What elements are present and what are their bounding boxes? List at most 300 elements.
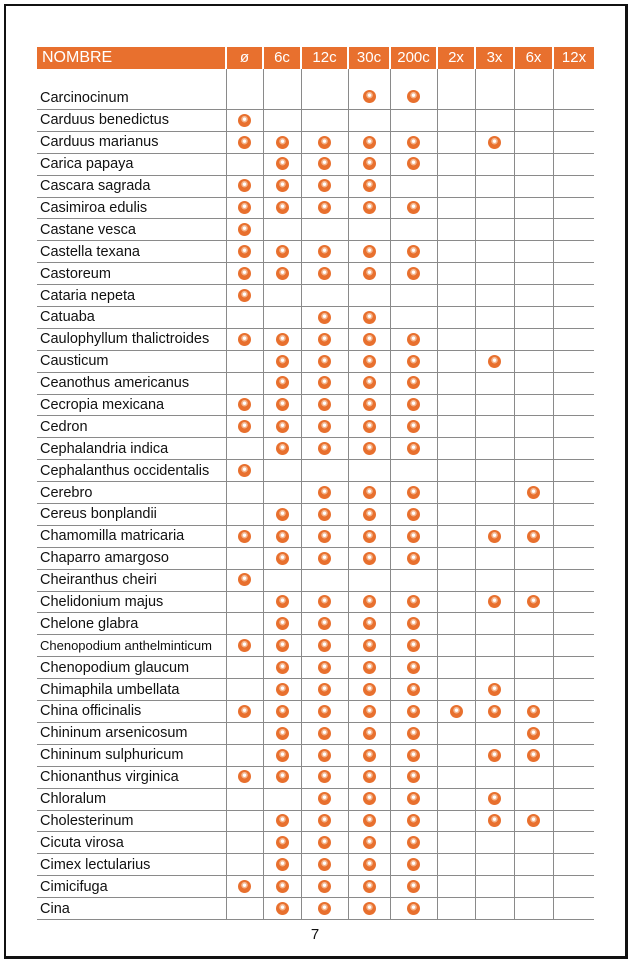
potency-cell-ø bbox=[226, 307, 263, 329]
potency-cell-12c bbox=[301, 679, 348, 701]
potency-cell-2x bbox=[437, 525, 475, 547]
column-header-12c: 12c bbox=[301, 47, 348, 69]
orange-dot-icon bbox=[363, 749, 376, 762]
column-header-mother-tincture: ø bbox=[226, 47, 263, 69]
potency-cell-3x bbox=[475, 372, 514, 394]
potency-cell-ø bbox=[226, 766, 263, 788]
potency-cell-6c bbox=[263, 263, 301, 285]
potency-cell-ø bbox=[226, 69, 263, 110]
table-row bbox=[37, 372, 594, 394]
orange-dot-icon bbox=[363, 683, 376, 696]
potency-cell-6x bbox=[514, 701, 553, 723]
potency-cell-6c bbox=[263, 438, 301, 460]
potency-cell-6x bbox=[514, 482, 553, 504]
potency-cell-2x bbox=[437, 854, 475, 876]
potency-cell-6c bbox=[263, 810, 301, 832]
potency-cell-3x bbox=[475, 657, 514, 679]
orange-dot-icon bbox=[276, 661, 289, 674]
potency-cell-30c bbox=[348, 722, 390, 744]
potency-cell-12x bbox=[553, 482, 594, 504]
table-row bbox=[37, 876, 594, 898]
orange-dot-icon bbox=[238, 464, 251, 477]
potency-cell-6c bbox=[263, 504, 301, 526]
orange-dot-icon bbox=[363, 727, 376, 740]
potency-cell-30c bbox=[348, 131, 390, 153]
remedy-name: Ceanothus americanus bbox=[37, 372, 226, 394]
orange-dot-icon bbox=[527, 530, 540, 543]
orange-dot-icon bbox=[407, 420, 420, 433]
table-row bbox=[37, 285, 594, 307]
potency-cell-12x bbox=[553, 766, 594, 788]
potency-cell-12x bbox=[553, 591, 594, 613]
orange-dot-icon bbox=[363, 486, 376, 499]
potency-cell-12c bbox=[301, 547, 348, 569]
orange-dot-icon bbox=[238, 114, 251, 127]
orange-dot-icon bbox=[363, 442, 376, 455]
potency-cell-3x bbox=[475, 547, 514, 569]
orange-dot-icon bbox=[318, 530, 331, 543]
orange-dot-icon bbox=[238, 136, 251, 149]
orange-dot-icon bbox=[407, 617, 420, 630]
potency-cell-ø bbox=[226, 328, 263, 350]
potency-cell-6x bbox=[514, 657, 553, 679]
remedy-name: Cephalanthus occidentalis bbox=[37, 460, 226, 482]
potency-cell-30c bbox=[348, 854, 390, 876]
orange-dot-icon bbox=[363, 267, 376, 280]
orange-dot-icon bbox=[363, 595, 376, 608]
remedy-name: Castoreum bbox=[37, 263, 226, 285]
orange-dot-icon bbox=[363, 902, 376, 915]
orange-dot-icon bbox=[407, 639, 420, 652]
potency-cell-6c bbox=[263, 722, 301, 744]
potency-cell-3x bbox=[475, 153, 514, 175]
orange-dot-icon bbox=[238, 420, 251, 433]
potency-cell-30c bbox=[348, 876, 390, 898]
remedy-name: Chenopodium anthelminticum bbox=[37, 635, 226, 657]
table-row bbox=[37, 175, 594, 197]
table-row bbox=[37, 307, 594, 329]
potency-cell-30c bbox=[348, 219, 390, 241]
potency-cell-30c bbox=[348, 744, 390, 766]
potency-cell-3x bbox=[475, 635, 514, 657]
orange-dot-icon bbox=[363, 705, 376, 718]
orange-dot-icon bbox=[488, 814, 501, 827]
orange-dot-icon bbox=[238, 639, 251, 652]
remedy-name: Chininum arsenicosum bbox=[37, 722, 226, 744]
remedy-name: Chimaphila umbellata bbox=[37, 679, 226, 701]
potency-cell-3x bbox=[475, 350, 514, 372]
potency-cell-6c bbox=[263, 350, 301, 372]
remedy-name: Chionanthus virginica bbox=[37, 766, 226, 788]
remedy-name: Cina bbox=[37, 898, 226, 920]
potency-cell-30c bbox=[348, 372, 390, 394]
orange-dot-icon bbox=[363, 814, 376, 827]
potency-cell-30c bbox=[348, 766, 390, 788]
potency-cell-6x bbox=[514, 854, 553, 876]
potency-cell-6c bbox=[263, 657, 301, 679]
potency-cell-2x bbox=[437, 372, 475, 394]
potency-cell-30c bbox=[348, 328, 390, 350]
orange-dot-icon bbox=[363, 880, 376, 893]
potency-cell-12x bbox=[553, 110, 594, 132]
potency-cell-ø bbox=[226, 219, 263, 241]
potency-cell-200c bbox=[390, 197, 437, 219]
table-row bbox=[37, 504, 594, 526]
potency-cell-2x bbox=[437, 197, 475, 219]
potency-cell-30c bbox=[348, 635, 390, 657]
orange-dot-icon bbox=[407, 902, 420, 915]
potency-cell-12c bbox=[301, 416, 348, 438]
potency-cell-12c bbox=[301, 876, 348, 898]
potency-cell-2x bbox=[437, 569, 475, 591]
orange-dot-icon bbox=[318, 398, 331, 411]
orange-dot-icon bbox=[318, 552, 331, 565]
potency-cell-12x bbox=[553, 810, 594, 832]
potency-cell-12x bbox=[553, 744, 594, 766]
potency-cell-30c bbox=[348, 285, 390, 307]
potency-cell-6x bbox=[514, 438, 553, 460]
potency-cell-ø bbox=[226, 832, 263, 854]
orange-dot-icon bbox=[238, 333, 251, 346]
potency-cell-2x bbox=[437, 219, 475, 241]
potency-cell-200c bbox=[390, 438, 437, 460]
remedy-name: Cholesterinum bbox=[37, 810, 226, 832]
orange-dot-icon bbox=[488, 355, 501, 368]
potency-cell-6c bbox=[263, 460, 301, 482]
table-header-row bbox=[37, 47, 594, 69]
potency-cell-6c bbox=[263, 766, 301, 788]
potency-cell-200c bbox=[390, 591, 437, 613]
potency-cell-6c bbox=[263, 832, 301, 854]
potency-cell-30c bbox=[348, 394, 390, 416]
potency-cell-12c bbox=[301, 854, 348, 876]
potency-cell-30c bbox=[348, 241, 390, 263]
remedy-name: Castella texana bbox=[37, 241, 226, 263]
remedy-name: Cimex lectularius bbox=[37, 854, 226, 876]
table-row bbox=[37, 613, 594, 635]
orange-dot-icon bbox=[318, 245, 331, 258]
table-row bbox=[37, 438, 594, 460]
potency-cell-ø bbox=[226, 131, 263, 153]
orange-dot-icon bbox=[318, 705, 331, 718]
potency-cell-200c bbox=[390, 153, 437, 175]
potency-cell-2x bbox=[437, 153, 475, 175]
orange-dot-icon bbox=[276, 727, 289, 740]
remedy-name: Cephalandria indica bbox=[37, 438, 226, 460]
orange-dot-icon bbox=[276, 770, 289, 783]
potency-cell-200c bbox=[390, 657, 437, 679]
orange-dot-icon bbox=[527, 749, 540, 762]
potency-cell-2x bbox=[437, 898, 475, 920]
orange-dot-icon bbox=[363, 552, 376, 565]
potency-cell-6x bbox=[514, 832, 553, 854]
orange-dot-icon bbox=[276, 420, 289, 433]
potency-cell-12x bbox=[553, 788, 594, 810]
potency-cell-12x bbox=[553, 460, 594, 482]
orange-dot-icon bbox=[488, 705, 501, 718]
table-row bbox=[37, 832, 594, 854]
table-row bbox=[37, 482, 594, 504]
orange-dot-icon bbox=[276, 552, 289, 565]
potency-cell-30c bbox=[348, 547, 390, 569]
potency-cell-12x bbox=[553, 635, 594, 657]
potency-cell-12x bbox=[553, 241, 594, 263]
orange-dot-icon bbox=[318, 749, 331, 762]
potency-cell-2x bbox=[437, 744, 475, 766]
orange-dot-icon bbox=[276, 267, 289, 280]
potency-cell-12c bbox=[301, 635, 348, 657]
potency-cell-ø bbox=[226, 701, 263, 723]
orange-dot-icon bbox=[276, 245, 289, 258]
potency-cell-6x bbox=[514, 219, 553, 241]
orange-dot-icon bbox=[318, 902, 331, 915]
potency-cell-30c bbox=[348, 460, 390, 482]
potency-cell-12c bbox=[301, 591, 348, 613]
remedy-name: Causticum bbox=[37, 350, 226, 372]
potency-cell-6x bbox=[514, 131, 553, 153]
potency-cell-12c bbox=[301, 613, 348, 635]
potency-cell-3x bbox=[475, 876, 514, 898]
remedy-name: Carduus marianus bbox=[37, 131, 226, 153]
potency-cell-6c bbox=[263, 569, 301, 591]
potency-cell-3x bbox=[475, 591, 514, 613]
potency-cell-2x bbox=[437, 788, 475, 810]
potency-cell-200c bbox=[390, 350, 437, 372]
potency-cell-ø bbox=[226, 394, 263, 416]
potency-cell-6x bbox=[514, 153, 553, 175]
column-header-3x: 3x bbox=[475, 47, 514, 69]
orange-dot-icon bbox=[407, 836, 420, 849]
orange-dot-icon bbox=[407, 814, 420, 827]
table-row bbox=[37, 547, 594, 569]
potency-cell-ø bbox=[226, 810, 263, 832]
potency-cell-6c bbox=[263, 131, 301, 153]
potency-cell-12x bbox=[553, 131, 594, 153]
potency-cell-12x bbox=[553, 197, 594, 219]
orange-dot-icon bbox=[318, 639, 331, 652]
orange-dot-icon bbox=[407, 90, 420, 103]
orange-dot-icon bbox=[407, 508, 420, 521]
potency-cell-6x bbox=[514, 766, 553, 788]
potency-cell-6x bbox=[514, 810, 553, 832]
potency-cell-ø bbox=[226, 197, 263, 219]
orange-dot-icon bbox=[238, 245, 251, 258]
potency-cell-6c bbox=[263, 394, 301, 416]
potency-cell-200c bbox=[390, 832, 437, 854]
orange-dot-icon bbox=[276, 683, 289, 696]
orange-dot-icon bbox=[407, 770, 420, 783]
orange-dot-icon bbox=[318, 179, 331, 192]
potency-cell-6x bbox=[514, 679, 553, 701]
potency-cell-200c bbox=[390, 394, 437, 416]
remedy-name: Cheiranthus cheiri bbox=[37, 569, 226, 591]
orange-dot-icon bbox=[363, 333, 376, 346]
table-row bbox=[37, 110, 594, 132]
orange-dot-icon bbox=[318, 267, 331, 280]
potency-cell-3x bbox=[475, 416, 514, 438]
orange-dot-icon bbox=[276, 858, 289, 871]
remedy-name: Chelidonium majus bbox=[37, 591, 226, 613]
remedy-name: Cimicifuga bbox=[37, 876, 226, 898]
potency-cell-200c bbox=[390, 307, 437, 329]
potency-cell-6x bbox=[514, 241, 553, 263]
orange-dot-icon bbox=[407, 683, 420, 696]
potency-cell-6x bbox=[514, 307, 553, 329]
potency-cell-30c bbox=[348, 613, 390, 635]
potency-cell-12x bbox=[553, 525, 594, 547]
potency-cell-200c bbox=[390, 722, 437, 744]
orange-dot-icon bbox=[276, 179, 289, 192]
remedy-name: Cecropia mexicana bbox=[37, 394, 226, 416]
orange-dot-icon bbox=[276, 617, 289, 630]
orange-dot-icon bbox=[276, 157, 289, 170]
remedy-name: Carica papaya bbox=[37, 153, 226, 175]
potency-cell-ø bbox=[226, 153, 263, 175]
potency-cell-3x bbox=[475, 241, 514, 263]
orange-dot-icon bbox=[407, 552, 420, 565]
remedy-name: Cascara sagrada bbox=[37, 175, 226, 197]
potency-cell-6c bbox=[263, 701, 301, 723]
potency-cell-30c bbox=[348, 307, 390, 329]
potency-cell-200c bbox=[390, 131, 437, 153]
table-row bbox=[37, 394, 594, 416]
potency-cell-12x bbox=[553, 285, 594, 307]
potency-cell-2x bbox=[437, 350, 475, 372]
potency-cell-12c bbox=[301, 744, 348, 766]
potency-cell-12c bbox=[301, 394, 348, 416]
remedy-name: Casimiroa edulis bbox=[37, 197, 226, 219]
orange-dot-icon bbox=[363, 136, 376, 149]
potency-cell-30c bbox=[348, 350, 390, 372]
orange-dot-icon bbox=[488, 530, 501, 543]
table-row bbox=[37, 679, 594, 701]
potency-cell-12x bbox=[553, 876, 594, 898]
potency-cell-200c bbox=[390, 416, 437, 438]
remedy-name: Chloralum bbox=[37, 788, 226, 810]
potency-cell-6x bbox=[514, 197, 553, 219]
table-row bbox=[37, 416, 594, 438]
potency-cell-ø bbox=[226, 372, 263, 394]
table-row bbox=[37, 328, 594, 350]
potency-cell-200c bbox=[390, 679, 437, 701]
potency-cell-6x bbox=[514, 898, 553, 920]
table-row bbox=[37, 241, 594, 263]
potency-cell-2x bbox=[437, 657, 475, 679]
potency-cell-6x bbox=[514, 876, 553, 898]
orange-dot-icon bbox=[407, 376, 420, 389]
potency-cell-12c bbox=[301, 175, 348, 197]
orange-dot-icon bbox=[276, 355, 289, 368]
orange-dot-icon bbox=[363, 398, 376, 411]
potency-cell-6x bbox=[514, 591, 553, 613]
potency-cell-30c bbox=[348, 569, 390, 591]
potency-cell-6c bbox=[263, 525, 301, 547]
orange-dot-icon bbox=[363, 420, 376, 433]
potency-cell-6c bbox=[263, 197, 301, 219]
potency-cell-200c bbox=[390, 810, 437, 832]
potency-cell-6c bbox=[263, 613, 301, 635]
potency-cell-ø bbox=[226, 613, 263, 635]
potency-cell-2x bbox=[437, 241, 475, 263]
potency-cell-12x bbox=[553, 854, 594, 876]
potency-cell-200c bbox=[390, 613, 437, 635]
orange-dot-icon bbox=[238, 770, 251, 783]
potency-cell-6x bbox=[514, 328, 553, 350]
potency-cell-12x bbox=[553, 657, 594, 679]
potency-cell-6c bbox=[263, 482, 301, 504]
potency-cell-6x bbox=[514, 504, 553, 526]
potency-cell-200c bbox=[390, 569, 437, 591]
potency-cell-200c bbox=[390, 219, 437, 241]
potency-cell-12x bbox=[553, 219, 594, 241]
orange-dot-icon bbox=[318, 376, 331, 389]
potency-cell-30c bbox=[348, 591, 390, 613]
orange-dot-icon bbox=[363, 661, 376, 674]
remedy-name: Chininum sulphuricum bbox=[37, 744, 226, 766]
potency-cell-3x bbox=[475, 810, 514, 832]
potency-cell-2x bbox=[437, 328, 475, 350]
potency-cell-2x bbox=[437, 591, 475, 613]
potency-cell-12x bbox=[553, 613, 594, 635]
orange-dot-icon bbox=[488, 683, 501, 696]
potency-cell-2x bbox=[437, 263, 475, 285]
orange-dot-icon bbox=[276, 639, 289, 652]
potency-cell-30c bbox=[348, 504, 390, 526]
potency-cell-2x bbox=[437, 832, 475, 854]
orange-dot-icon bbox=[488, 136, 501, 149]
potency-cell-ø bbox=[226, 263, 263, 285]
potency-cell-6x bbox=[514, 635, 553, 657]
orange-dot-icon bbox=[407, 530, 420, 543]
orange-dot-icon bbox=[527, 486, 540, 499]
potency-cell-3x bbox=[475, 722, 514, 744]
potency-cell-2x bbox=[437, 482, 475, 504]
remedy-name: Chaparro amargoso bbox=[37, 547, 226, 569]
remedy-name: Castane vesca bbox=[37, 219, 226, 241]
potency-cell-ø bbox=[226, 416, 263, 438]
orange-dot-icon bbox=[318, 311, 331, 324]
potency-cell-2x bbox=[437, 679, 475, 701]
table-row bbox=[37, 460, 594, 482]
potency-cell-6x bbox=[514, 69, 553, 110]
table-body bbox=[37, 69, 594, 919]
orange-dot-icon bbox=[527, 727, 540, 740]
column-header-200c: 200c bbox=[390, 47, 437, 69]
potency-cell-6x bbox=[514, 285, 553, 307]
potency-cell-6x bbox=[514, 175, 553, 197]
table-row bbox=[37, 788, 594, 810]
potency-cell-6c bbox=[263, 69, 301, 110]
table-row bbox=[37, 197, 594, 219]
potency-cell-12c bbox=[301, 69, 348, 110]
potency-cell-12x bbox=[553, 307, 594, 329]
potency-cell-12c bbox=[301, 263, 348, 285]
potency-cell-6x bbox=[514, 525, 553, 547]
column-header-6x: 6x bbox=[514, 47, 553, 69]
potency-cell-2x bbox=[437, 613, 475, 635]
potency-cell-2x bbox=[437, 307, 475, 329]
potency-cell-6c bbox=[263, 876, 301, 898]
remedy-potency-table bbox=[37, 47, 594, 920]
orange-dot-icon bbox=[318, 420, 331, 433]
orange-dot-icon bbox=[527, 705, 540, 718]
orange-dot-icon bbox=[276, 814, 289, 827]
orange-dot-icon bbox=[407, 727, 420, 740]
potency-cell-2x bbox=[437, 110, 475, 132]
remedy-name: Caulophyllum thalictroides bbox=[37, 328, 226, 350]
potency-cell-ø bbox=[226, 460, 263, 482]
orange-dot-icon bbox=[318, 858, 331, 871]
